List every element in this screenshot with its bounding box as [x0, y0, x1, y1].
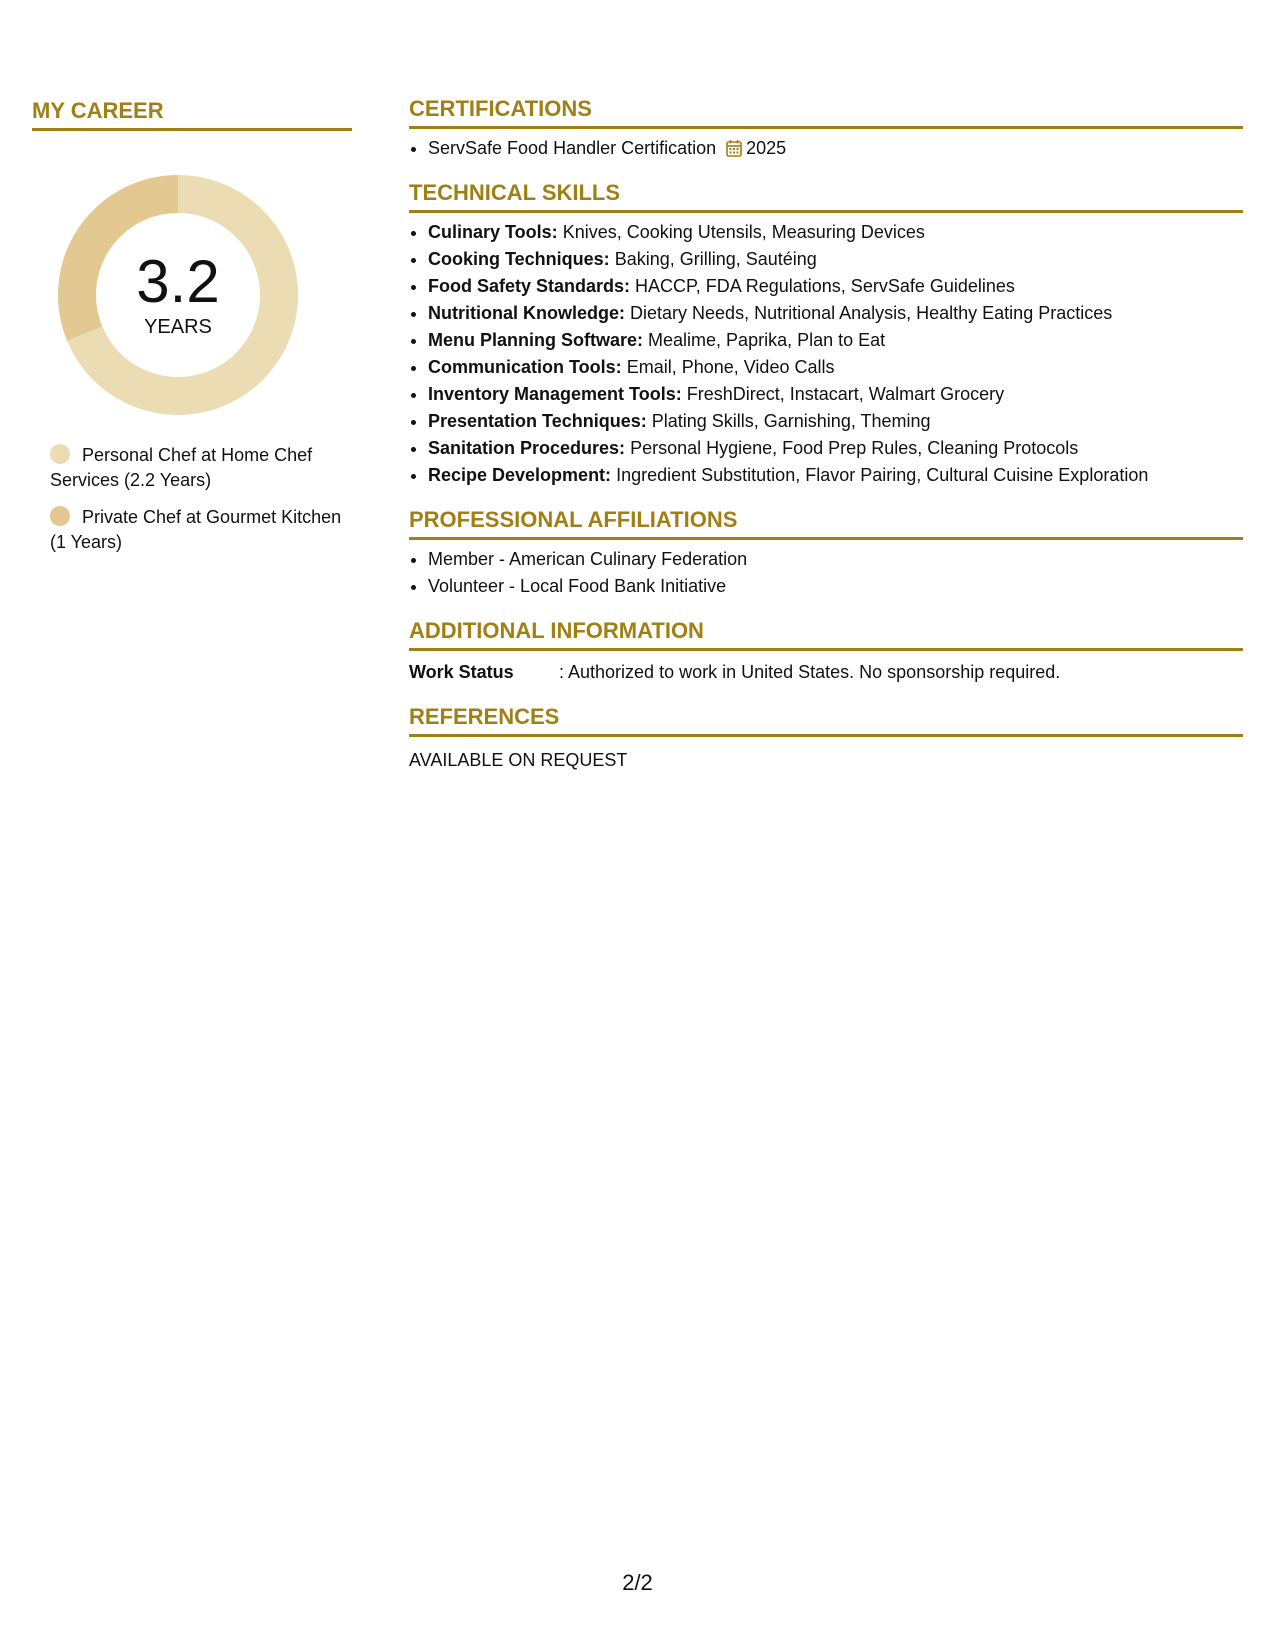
work-status-row [409, 659, 1243, 686]
total-years-value: 3.2 [136, 248, 220, 315]
skill-value: FreshDirect, Instacart, Walmart Grocery [686, 384, 1005, 404]
skill-name: Culinary Tools: [428, 222, 558, 242]
skill-value: Mealime, Paprika, Plan to Eat [648, 330, 886, 350]
legend-item [50, 443, 350, 493]
career-column [32, 96, 352, 567]
skill-name: Cooking Techniques: [428, 249, 610, 269]
legend-dot [50, 506, 70, 526]
list-item [428, 408, 1243, 435]
legend-item [50, 505, 350, 555]
legend-dot [50, 444, 70, 464]
skill-value: Plating Skills, Garnishing, Theming [651, 411, 931, 431]
list-item [428, 435, 1243, 462]
list-item [428, 381, 1243, 408]
references-heading: REFERENCES [409, 702, 1243, 737]
main-column [409, 94, 1243, 790]
career-legend [50, 443, 350, 555]
calendar-icon [726, 139, 742, 157]
list-item: • Member - American Culinary Federation [428, 546, 1243, 573]
references-text: AVAILABLE ON REQUEST [409, 750, 628, 770]
list-item [428, 135, 1243, 162]
skill-value: Email, Phone, Video Calls [626, 357, 835, 377]
certifications-heading: CERTIFICATIONS [409, 94, 1243, 129]
skill-name: Presentation Techniques: [428, 411, 647, 431]
list-item [428, 300, 1243, 327]
career-donut-chart [58, 175, 298, 415]
certifications-list [409, 135, 1243, 162]
list-item [428, 273, 1243, 300]
skill-name: Recipe Development: [428, 465, 612, 485]
page-number: 2/2 [622, 1570, 653, 1595]
skill-name: Menu Planning Software: [428, 330, 644, 350]
career-heading: MY CAREER [32, 96, 352, 131]
skill-name: Inventory Management Tools: [428, 384, 682, 404]
skill-value: HACCP, FDA Regulations, ServSafe Guidelines [635, 276, 1015, 296]
certification-name: ServSafe Food Handler Certification [428, 138, 717, 158]
skill-value: Knives, Cooking Utensils, Measuring Devices [562, 222, 925, 242]
list-item [428, 219, 1243, 246]
list-item [428, 246, 1243, 273]
work-status-label: Work Status [409, 662, 514, 682]
skill-value: Baking, Grilling, Sautéing [614, 249, 817, 269]
legend-label: Personal Chef at Home Chef Services (2.2 Years) [50, 445, 313, 490]
certification-date [726, 138, 786, 158]
donut-center [58, 175, 298, 415]
skill-name: Nutritional Knowledge: [428, 303, 625, 323]
total-years-unit: YEARS [144, 316, 212, 338]
skill-value: Dietary Needs, Nutritional Analysis, Healthy Eating Practices [630, 303, 1113, 323]
list-item: • Volunteer - Local Food Bank Initiative [428, 573, 1243, 600]
affiliations-section [409, 505, 1243, 600]
work-status-value: : Authorized to work in United States. No sponsorship required. [559, 662, 1061, 682]
certifications-section [409, 94, 1243, 162]
technical-skills-section [409, 178, 1243, 489]
certification-year: 2025 [746, 138, 787, 158]
affiliations-heading: PROFESSIONAL AFFILIATIONS [409, 505, 1243, 540]
skill-name: Food Safety Standards: [428, 276, 631, 296]
skill-value: Ingredient Substitution, Flavor Pairing, Cultural Cuisine Exploration [616, 465, 1149, 485]
skill-name: Communication Tools: [428, 357, 622, 377]
skill-value: Personal Hygiene, Food Prep Rules, Cleaning Protocols [630, 438, 1079, 458]
skill-name: Sanitation Procedures: [428, 438, 626, 458]
additional-information-section [409, 616, 1243, 686]
technical-skills-list [409, 219, 1243, 489]
additional-information-heading: ADDITIONAL INFORMATION [409, 616, 1243, 651]
legend-label: Private Chef at Gourmet Kitchen (1 Years) [50, 507, 342, 552]
technical-skills-heading: TECHNICAL SKILLS [409, 178, 1243, 213]
list-item [428, 354, 1243, 381]
references-section [409, 702, 1243, 774]
list-item [428, 327, 1243, 354]
affiliations-list [409, 546, 1243, 600]
list-item [428, 462, 1243, 489]
